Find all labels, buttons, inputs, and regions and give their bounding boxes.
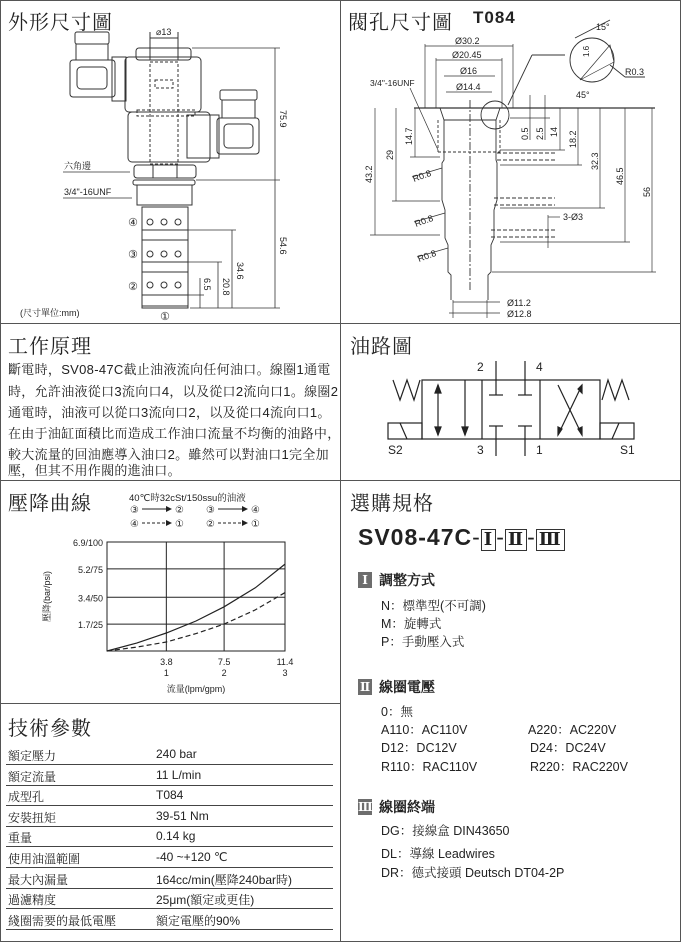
legend-to: ① (251, 519, 260, 530)
dim-0-5: 0.5 (520, 127, 530, 140)
radius-label: R0.8 (411, 167, 433, 184)
legend-from: ② (206, 519, 215, 530)
principle-line: 斷電時，SV08-47C截止油液流向任何油口。線圈1通電 (8, 362, 331, 377)
legend-from: ③ (206, 505, 215, 516)
x-tick-label: 11.4 (276, 657, 294, 667)
dim-34-6: 34.6 (235, 262, 245, 280)
spec-row (6, 847, 333, 868)
thread-label: 3/4"-16UNF (370, 78, 415, 88)
code-box-2: Ⅱ (505, 529, 527, 551)
x-tick-label: 7.5 (217, 657, 231, 667)
dim-d20-45: Ø20.45 (452, 50, 482, 60)
section-title: 閥孔尺寸圖 (348, 12, 453, 34)
principle-line: 較大流量的回油應導入油口2。雖然可以對油口1完全加 (8, 447, 329, 462)
option-item: DL：導線 Leadwires (381, 847, 495, 861)
model-name: SV08-47C (358, 524, 473, 550)
spec-label: 安裝扭矩 (8, 810, 57, 825)
option-item: D12：DC12V (381, 741, 457, 755)
legend-arrow (242, 520, 248, 526)
angle-15: 15° (596, 22, 610, 32)
principle-line: 通電時，油液可以從口3流向口2，以及從口4流向口1。 (8, 405, 331, 420)
spec-label: 過濾精度 (8, 893, 57, 908)
principle-line: 在由于油缸面積比而造成工作油口流量不均衡的油路中， (8, 426, 341, 441)
option-section-coil-voltage (358, 677, 435, 697)
section-title: 選購規格 (350, 493, 434, 515)
model-code (358, 524, 565, 551)
option-item: R220：RAC220V (530, 760, 628, 774)
spec-value: 11 L/min (156, 767, 202, 782)
option-section-coil-terminal (358, 797, 435, 817)
dim-54-6: 54.6 (278, 237, 288, 255)
holes-label: 3-Ø3 (563, 212, 584, 222)
cavity-drawing (340, 0, 680, 323)
roman-badge: Ⅲ (358, 800, 373, 814)
spec-label: 額定流量 (8, 769, 57, 784)
option-item: DG：接線盒 DIN43650 (381, 824, 510, 838)
plot-area (107, 542, 285, 651)
legend-arrow (166, 506, 172, 512)
spec-row (6, 765, 333, 786)
spec-value: 240 bar (156, 747, 197, 761)
port-s2: S2 (388, 443, 403, 457)
code-box-1: Ⅰ (481, 529, 496, 551)
dim-46-5: 46.5 (615, 167, 625, 185)
circuit-symbol (340, 323, 680, 480)
cavity-outline (414, 20, 655, 300)
port-4-label: ④ (128, 217, 138, 229)
spec-row (6, 868, 333, 889)
hex-label: 六角邊 (64, 161, 92, 171)
series-line-solid (107, 564, 285, 651)
section-title: 外形尺寸圖 (8, 12, 113, 34)
dim-43-2: 43.2 (364, 165, 374, 183)
option-item: D24：DC24V (530, 741, 606, 755)
roman-badge: Ⅱ (359, 680, 371, 694)
separator: - (472, 524, 481, 550)
legend-arrow (166, 520, 172, 526)
spec-value: 39-51 Nm (156, 808, 209, 823)
outline-drawing (0, 0, 340, 323)
cavity-code: T084 (473, 8, 516, 27)
dim-d12-8: Ø12.8 (507, 309, 532, 319)
option-item: P：手動壓入式 (381, 635, 465, 649)
dim-32-3: 32.3 (590, 152, 600, 170)
dim-56: 56 (642, 186, 652, 197)
dim-6-5: 6.5 (202, 278, 212, 291)
section-title: 壓降曲線 (8, 493, 92, 515)
spec-label: 綫圈需要的最低電壓 (8, 913, 117, 928)
port-4: 4 (536, 360, 543, 374)
port-2-label: ② (128, 281, 138, 293)
spec-value: 額定電壓的90% (156, 913, 241, 928)
option-title: 線圈電壓 (379, 679, 435, 695)
spec-row (6, 888, 333, 909)
dim-d14-4: Ø14.4 (456, 82, 481, 92)
legend-arrow (242, 506, 248, 512)
option-item: DR：德式接頭 Deutsch DT04-2P (381, 866, 565, 880)
roman-badge: Ⅰ (358, 572, 372, 588)
y-tick-label: 1.7/25 (77, 620, 103, 631)
dim-d11-2: Ø11.2 (507, 298, 531, 308)
option-item: A110：AC110V (381, 723, 468, 737)
series-line-dashed (107, 593, 285, 651)
spec-value: T084 (156, 788, 184, 803)
spec-value: 25μm(額定或更佳) (156, 893, 255, 908)
dim-20-8: 20.8 (221, 278, 231, 296)
y-tick-label: 3.4/50 (77, 593, 103, 604)
radius-label: R0.8 (416, 247, 438, 264)
principle-line: 時，允許油液從口3流向口4，以及從口2流向口1。線圈2 (8, 384, 339, 399)
spec-row (6, 744, 333, 765)
spec-row (6, 785, 333, 806)
spec-label: 最大內漏量 (8, 872, 69, 887)
y-tick-label: 5.2/75 (77, 564, 103, 575)
legend-to: ① (175, 519, 184, 530)
legend-from: ③ (130, 505, 139, 516)
unit-note: (尺寸單位:mm) (20, 308, 80, 318)
principle-line: 壓，但其不用作閥的進油口。 (8, 463, 181, 478)
option-item: A220：AC220V (528, 723, 617, 737)
port-2: 2 (477, 360, 484, 374)
chart-condition: 40℃時32cSt/150ssu的油液 (129, 493, 246, 504)
dim-14: 14 (549, 126, 559, 137)
option-section-adjustment (358, 570, 435, 590)
legend-to: ④ (251, 505, 260, 516)
dim-18-2: 18.2 (568, 130, 578, 148)
legend-from: ④ (130, 519, 139, 530)
spec-value: 164cc/min(壓降240bar時) (156, 872, 293, 887)
x-tick-sublabel: 3 (282, 668, 288, 678)
dim-dia13: ⌀13 (156, 27, 172, 37)
spec-value: -40 ~+120 ℃ (156, 850, 228, 864)
dim-2-5: 2.5 (535, 127, 545, 140)
section-title: 油路圖 (350, 336, 413, 358)
port-3: 3 (477, 443, 484, 457)
section-title: 技術參數 (8, 718, 92, 740)
dim-14-7: 14.7 (404, 127, 414, 145)
spec-label: 成型孔 (8, 790, 45, 805)
port-3-label: ③ (128, 249, 138, 261)
dim-d16: Ø16 (460, 66, 478, 76)
dim-75-9: 75.9 (278, 110, 288, 128)
x-tick-sublabel: 1 (163, 668, 169, 678)
y-axis-label: 壓降(bar/psi) (42, 570, 52, 623)
legend-to: ② (175, 505, 184, 516)
dim-29: 29 (385, 149, 395, 160)
x-tick-sublabel: 2 (221, 668, 227, 678)
spec-label: 額定壓力 (8, 749, 57, 763)
divider (0, 703, 340, 704)
spec-row (6, 826, 333, 847)
x-tick-label: 3.8 (160, 657, 173, 667)
port-1: 1 (536, 443, 543, 457)
port-1-label: ① (160, 311, 170, 323)
dim-d30-2: Ø30.2 (455, 36, 480, 46)
dim-1-6: 1.6 (582, 45, 591, 57)
code-box-3: Ⅲ (536, 529, 565, 551)
x-axis-label: 流量(lpm/gpm) (166, 684, 226, 694)
option-item: M：旋轉式 (381, 617, 442, 631)
spec-value: 0.14 kg (156, 829, 196, 844)
thread-label: 3/4"-16UNF (64, 187, 112, 197)
pressure-drop-chart (0, 480, 340, 703)
separator: - (527, 524, 536, 550)
angle-45: 45° (576, 90, 590, 100)
option-title: 線圈終端 (379, 799, 435, 815)
option-title: 調整方式 (379, 572, 435, 588)
option-item: N：標準型(不可調) (381, 599, 486, 613)
option-item: 0：無 (381, 705, 413, 719)
spec-row (6, 806, 333, 827)
radius-label: R0.8 (413, 212, 435, 229)
spec-row (6, 909, 333, 930)
y-tick-label: 6.9/100 (72, 538, 103, 548)
spec-label: 重量 (8, 831, 33, 846)
spec-label: 使用油溫範圍 (8, 852, 81, 866)
valve-outline (70, 32, 259, 308)
section-title: 工作原理 (8, 336, 92, 358)
radius-0-3: R0.3 (625, 67, 645, 77)
option-item: R110：RAC110V (381, 760, 478, 774)
separator: - (496, 524, 505, 550)
port-s1: S1 (620, 443, 635, 457)
